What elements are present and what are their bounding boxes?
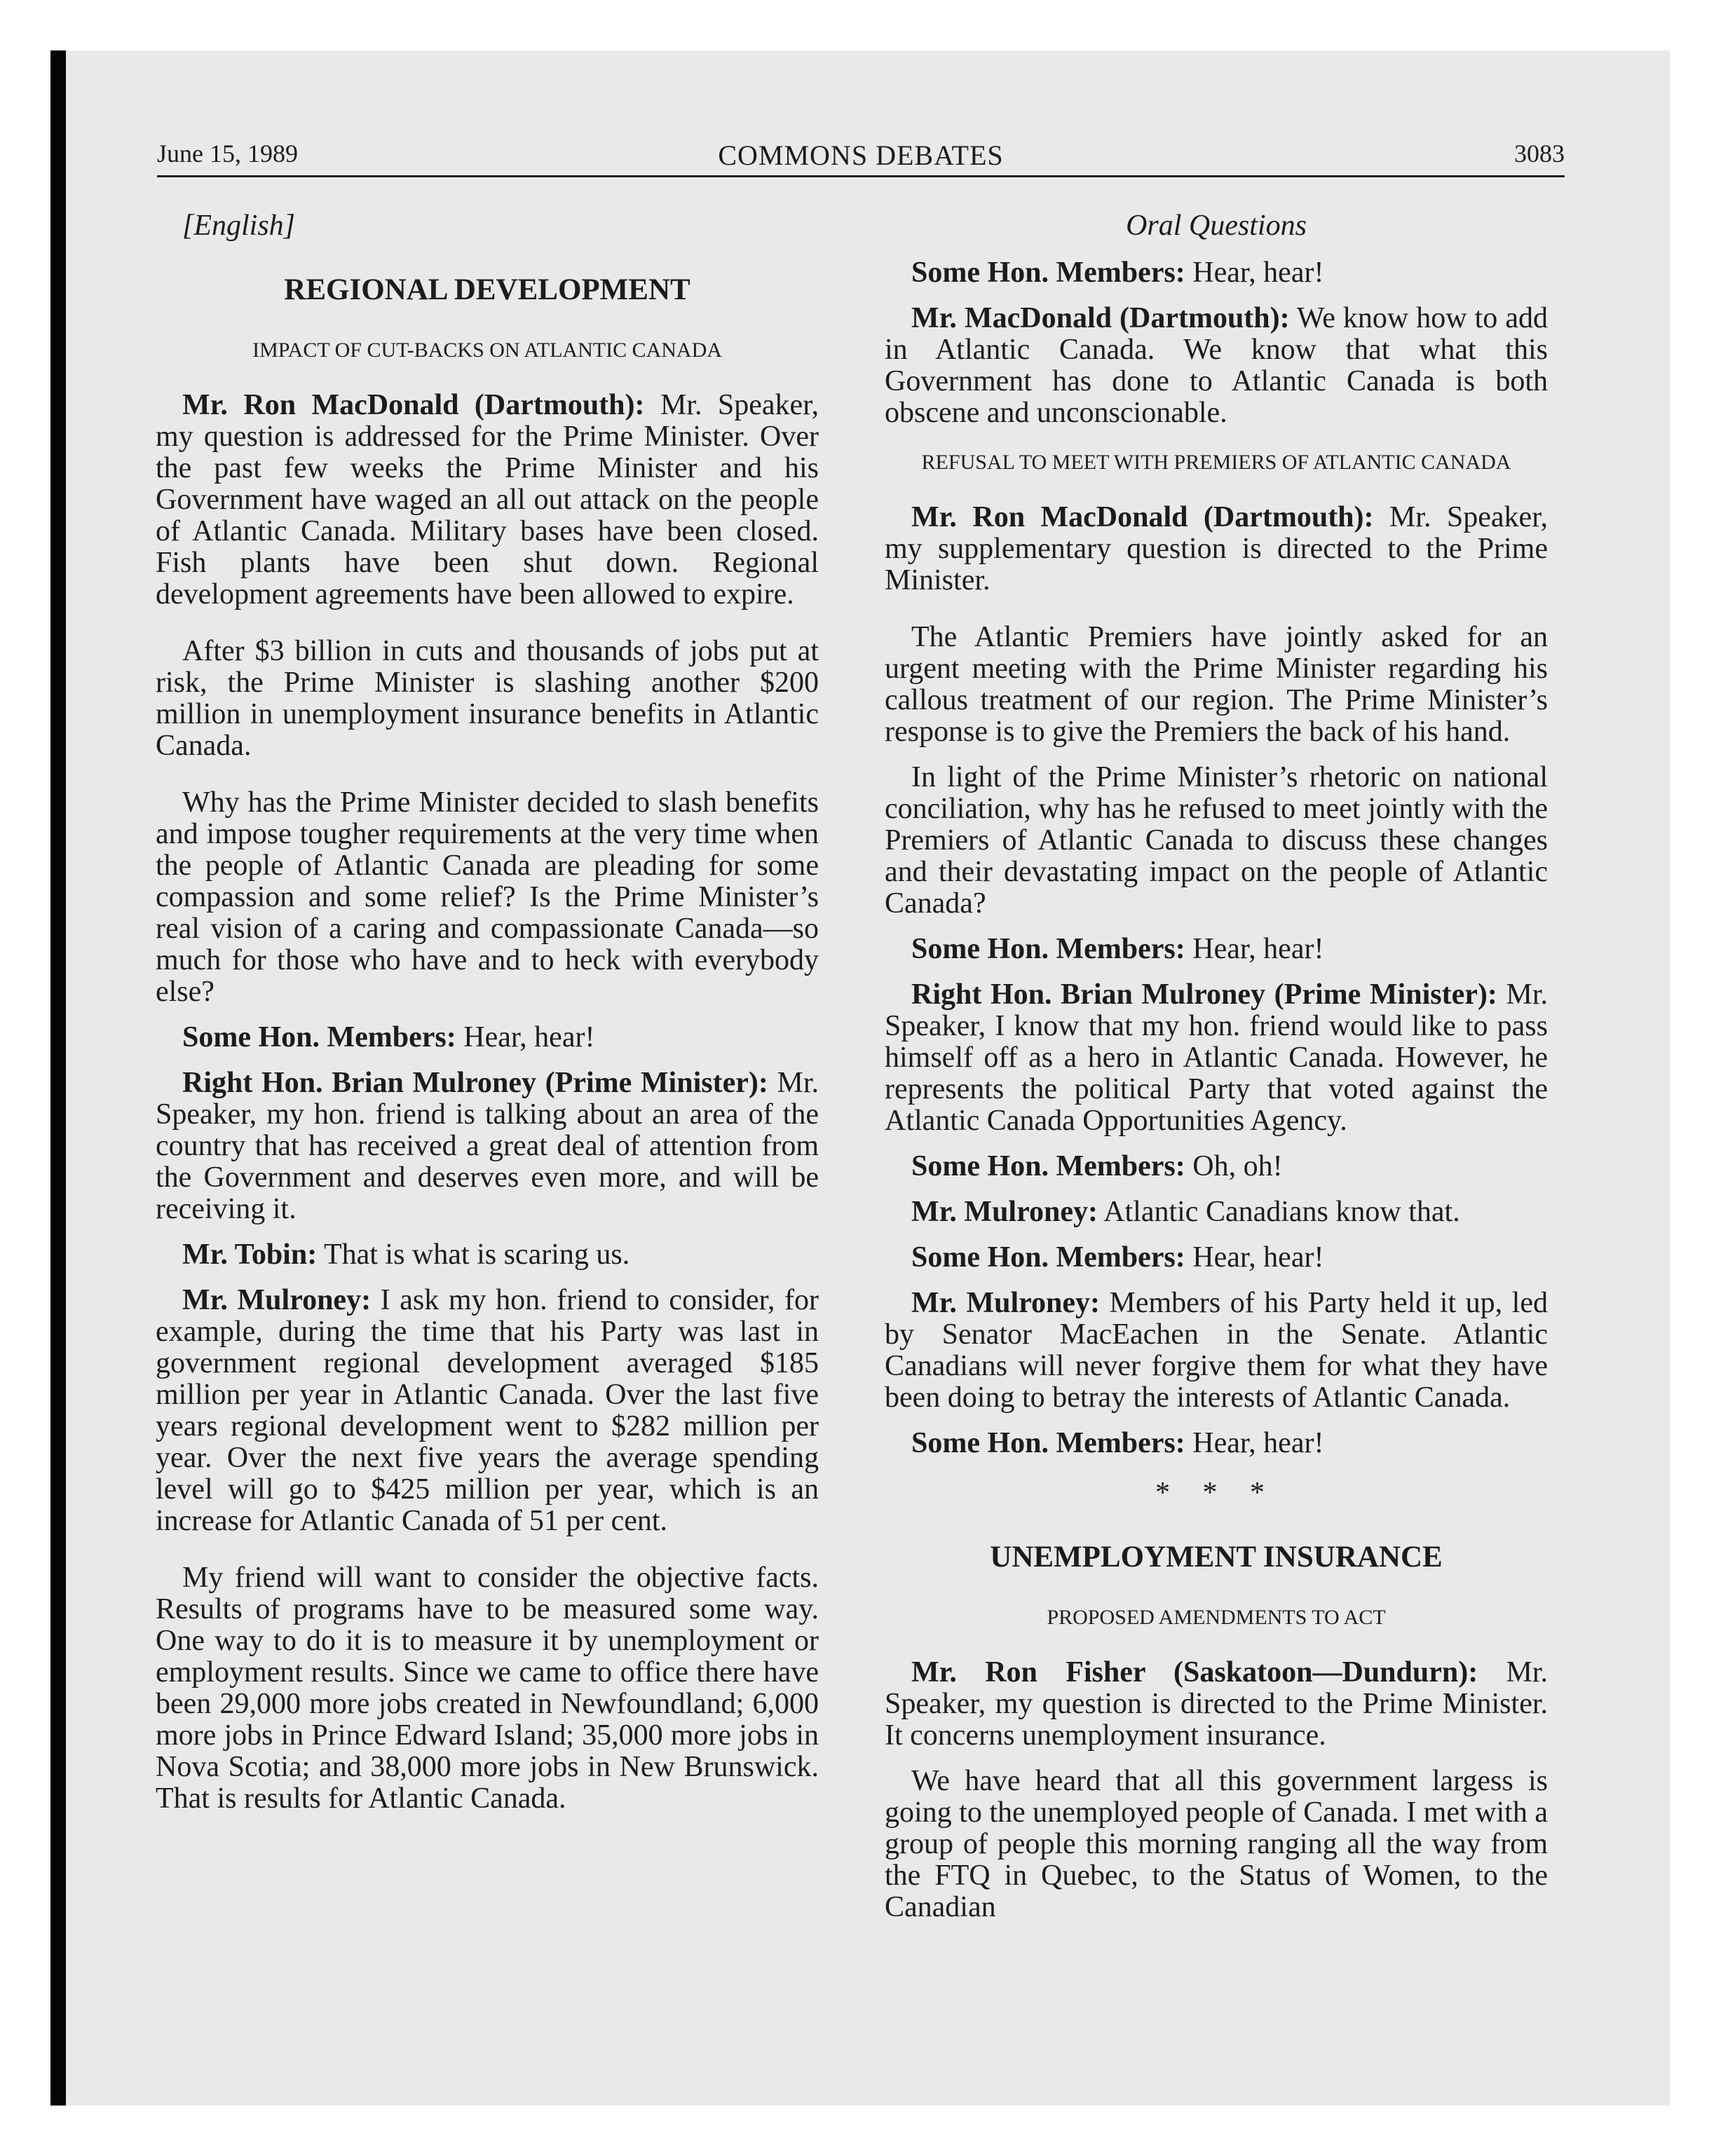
speaker-name: Mr. MacDonald (Dartmouth): [911, 302, 1290, 334]
speech-text: Mr. Speaker, my question is directed to the Prime Minister. It concerns unemployment insurance. [885, 1656, 1548, 1752]
speaker-name: Some Hon. Members: [911, 1241, 1185, 1274]
speaker-name: Mr. Mulroney: [911, 1196, 1098, 1228]
paragraph [885, 1151, 1548, 1182]
speaker-name: Mr. Mulroney: [911, 1287, 1100, 1319]
paragraph [885, 1288, 1548, 1414]
left-column [156, 210, 819, 1829]
speaker-name: Mr. Ron MacDonald (Dartmouth): [911, 501, 1374, 533]
speech-text: Hear, hear! [1185, 933, 1324, 965]
paragraph [885, 1242, 1548, 1274]
header-date: June 15, 1989 [157, 139, 298, 168]
paragraph [885, 934, 1548, 965]
speech-text: Mr. Speaker, my question is addressed for the Prime Minister. Over the past few weeks the Prime Minister and his Government have waged an all out attack on the people of Atlantic Canada. Military bases have been closed. Fish plants have been shut down. Regional development agreements have been allowed to expire. [156, 389, 819, 610]
paragraph [156, 1022, 819, 1053]
speech-text: Mr. Speaker, I know that my hon. friend would like to pass himself off as a hero in Atlantic Canada. However, he represents the political Party that voted against the Atlantic Canada Opportunities Agency. [885, 978, 1548, 1137]
subheading-refusal-to-meet: REFUSAL TO MEET WITH PREMIERS OF ATLANTIC CANADA [921, 451, 1511, 474]
paragraph [885, 1657, 1548, 1752]
speech-text: Hear, hear! [1185, 257, 1324, 289]
header-publication: COMMONS DEBATES [718, 139, 1004, 171]
speaker-name: Mr. Ron Fisher (Saskatoon—Dundurn): [911, 1656, 1478, 1688]
speaker-name: Some Hon. Members: [182, 1021, 456, 1053]
language-tag: [English] [182, 210, 296, 242]
speech-text: Mr. Speaker, my hon. friend is talking about an area of the country that has received a great deal of attention from the Government and deserves even more, and will be receiving it. [156, 1067, 819, 1225]
section-heading-unemployment-insurance: UNEMPLOYMENT INSURANCE [990, 1541, 1443, 1574]
paragraph [156, 1067, 819, 1225]
speaker-name: Right Hon. Brian Mulroney (Prime Minister): [182, 1067, 768, 1099]
right-column [885, 210, 1548, 1937]
paragraph [885, 257, 1548, 289]
speaker-name: Some Hon. Members: [911, 933, 1185, 965]
speaker-name: Mr. Ron MacDonald (Dartmouth): [182, 389, 645, 421]
speaker-name: Some Hon. Members: [911, 1427, 1185, 1459]
speech-text: Members of his Party held it up, led by Senator MacEachen in the Senate. Atlantic Canadians will never forgive them for what they have been doing to betray the interests of Atlantic Canada. [885, 1287, 1548, 1414]
paragraph [156, 1239, 819, 1271]
paragraph [885, 303, 1548, 429]
header-rule [157, 175, 1565, 177]
page-header [157, 133, 1565, 175]
paragraph [885, 1196, 1548, 1228]
speech-text: Hear, hear! [1185, 1427, 1324, 1459]
header-page-number: 3083 [1514, 139, 1565, 168]
paragraph: My friend will want to consider the objective facts. Results of programs have to be measured some way. One way to do it is to measure it by unemployment or employment results. Since we came to office there have been 29,000 more jobs created in Newfoundland; 6,000 more jobs in Prince Edward Island; 35,000 more jobs in Nova Scotia; and 38,000 more jobs in New Brunswick. That is results for Atlantic Canada. [156, 1562, 819, 1815]
paragraph [156, 1285, 819, 1537]
speech-text: I ask my hon. friend to consider, for example, during the time that his Party was last in government regional development averaged $185 million per year in Atlantic Canada. Over the last five years regional development went to $282 million per year. Over the next five years the average spending level will go to $425 million per year, which is an increase for Atlantic Canada of 51 per cent. [156, 1284, 819, 1537]
paragraph: The Atlantic Premiers have jointly asked for an urgent meeting with the Prime Minister regarding his callous treatment of our region. The Prime Minister’s response is to give the Premiers the back of his hand. [885, 621, 1548, 748]
speaker-name: Mr. Mulroney: [182, 1284, 372, 1316]
speech-text: Atlantic Canadians know that. [1097, 1196, 1460, 1228]
speech-text: That is what is scaring us. [317, 1239, 630, 1271]
subheading-proposed-amendments: PROPOSED AMENDMENTS TO ACT [1047, 1606, 1386, 1629]
paragraph [885, 979, 1548, 1137]
subheading-impact-cutbacks: IMPACT OF CUT-BACKS ON ATLANTIC CANADA [252, 339, 722, 362]
paragraph [885, 502, 1548, 596]
speaker-name: Right Hon. Brian Mulroney (Prime Minister): [911, 978, 1497, 1011]
paragraph [156, 390, 819, 610]
speech-text: Hear, hear! [456, 1021, 595, 1053]
paragraph: After $3 billion in cuts and thousands of jobs put at risk, the Prime Minister is slashing another $200 million in unemployment insurance benefits in Atlantic Canada. [156, 635, 819, 762]
section-separator: * * * [1155, 1477, 1277, 1509]
speaker-name: Mr. Tobin: [182, 1239, 318, 1271]
paragraph: We have heard that all this government largess is going to the unemployed people of Canada. I met with a group of people this morning ranging all the way from the FTQ in Quebec, to the Status of Women, to the Canadian [885, 1765, 1548, 1923]
paragraph [885, 1428, 1548, 1459]
scan-edge-bar [50, 50, 66, 2106]
paragraph: Why has the Prime Minister decided to slash benefits and impose tougher requirements at the very time when the people of Atlantic Canada are pleading for some compassion and some relief? Is the Prime Minister’s real vision of a caring and compassionate Canada—so much for those who have and to heck with everybody else? [156, 786, 819, 1008]
speech-text: Hear, hear! [1185, 1241, 1324, 1274]
speaker-name: Some Hon. Members: [911, 257, 1185, 289]
speech-text: Mr. Speaker, my supplementary question is directed to the Prime Minister. [885, 501, 1548, 596]
speech-text: We know how to add in Atlantic Canada. We know that what this Government has done to Atlantic Canada is both obscene and unconscionable. [885, 302, 1548, 429]
section-heading-regional-development: REGIONAL DEVELOPMENT [284, 273, 690, 306]
running-head-oral-questions: Oral Questions [1126, 210, 1307, 242]
speech-text: Oh, oh! [1185, 1150, 1283, 1182]
speaker-name: Some Hon. Members: [911, 1150, 1185, 1182]
paragraph: In light of the Prime Minister’s rhetoric on national conciliation, why has he refused to meet jointly with the Premiers of Atlantic Canada to discuss these changes and their devastating impact on the people of Atlantic Canada? [885, 761, 1548, 920]
